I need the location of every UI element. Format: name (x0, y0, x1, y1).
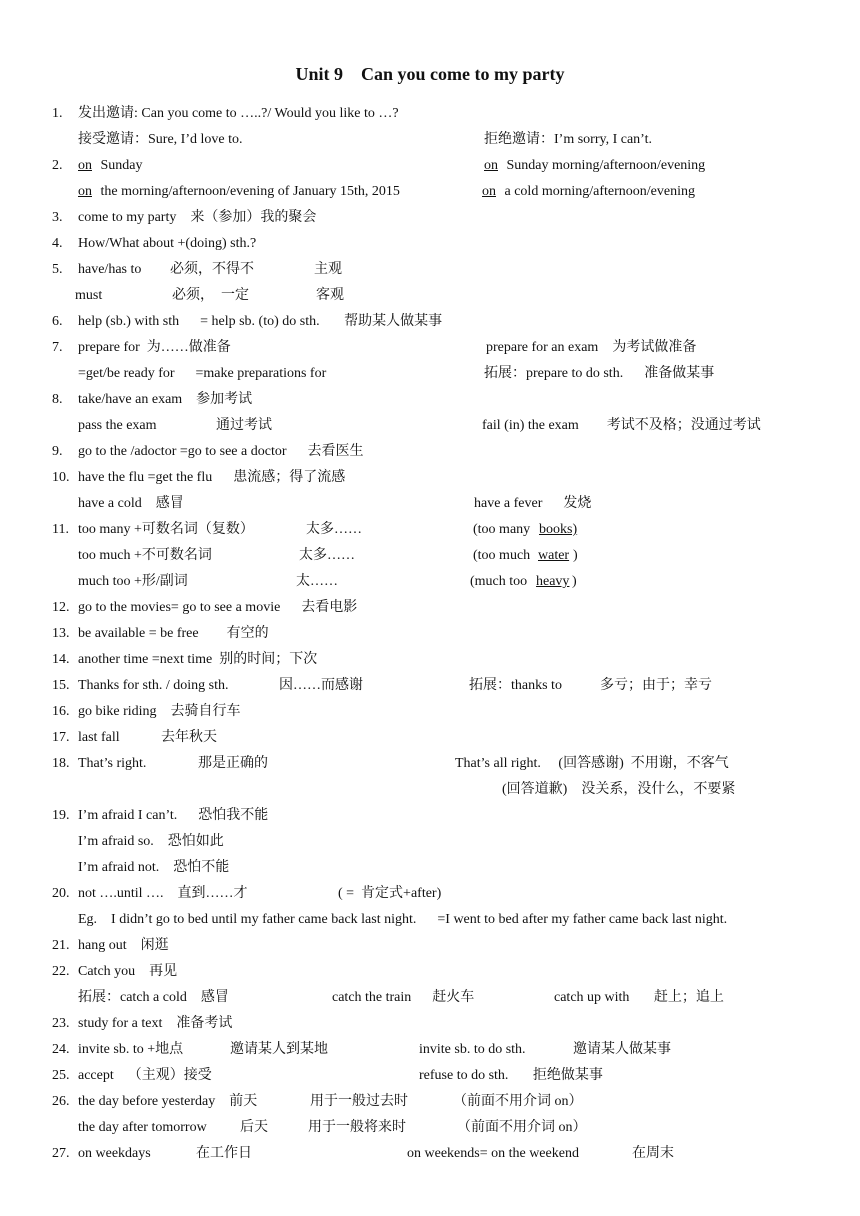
item-number: 19. (52, 808, 70, 823)
note-line (0, 337, 860, 363)
note-line (0, 1039, 860, 1065)
note-line (0, 129, 860, 155)
item-number: 26. (52, 1094, 70, 1109)
page-title: Unit 9 Can you come to my party (295, 64, 565, 84)
item-number: 2. (52, 158, 63, 173)
note-text: Sunday (97, 158, 143, 173)
note-text: 在工作日 (196, 1146, 252, 1161)
note-text: the morning/afternoon/evening of January 15th, 2015 (97, 184, 400, 199)
item-number: 23. (52, 1016, 70, 1031)
note-text: go to the movies= go to see a movie 去看电影 (78, 600, 358, 615)
note-text: too many +可数名词（复数） (78, 522, 254, 537)
note-text: That’s all right. (回答感谢) 不用谢，不客气 (455, 756, 729, 771)
note-text: 去年秋天 (161, 730, 217, 745)
note-text: 主观 (314, 262, 342, 277)
note-line (0, 1013, 860, 1039)
note-text: water (538, 548, 570, 563)
note-text: I’m afraid so. 恐怕如此 (78, 834, 224, 849)
note-line (0, 493, 860, 519)
note-text: (too many (473, 522, 534, 537)
note-text: 通过考试 (216, 418, 272, 433)
note-line (0, 233, 860, 259)
note-line (0, 779, 860, 805)
note-text: Catch you 再见 (78, 964, 178, 979)
note-text: 多亏；由于；幸亏 (600, 678, 712, 693)
note-line (0, 363, 860, 389)
item-number: 10. (52, 470, 70, 485)
item-number: 27. (52, 1146, 70, 1161)
item-number: 13. (52, 626, 70, 641)
note-text: 发出邀请: Can you come to …..?/ Would you like to …? (78, 106, 399, 121)
note-text: (much too (470, 574, 531, 589)
note-line (0, 155, 860, 181)
note-line (0, 415, 860, 441)
note-text: hang out 闲逛 (78, 938, 169, 953)
note-line (0, 441, 860, 467)
note-text: much too +形/副词 (78, 574, 188, 589)
note-text: go to the /adoctor =go to see a doctor 去看医生 (78, 444, 364, 459)
item-number: 14. (52, 652, 70, 667)
note-text: on (78, 184, 92, 199)
note-line (0, 1091, 860, 1117)
note-text: invite sb. to +地点 (78, 1042, 184, 1057)
note-text: I’m afraid I can’t. 恐怕我不能 (78, 808, 269, 823)
note-line (0, 727, 860, 753)
item-number: 24. (52, 1042, 70, 1057)
note-text: have a cold 感冒 (78, 496, 184, 511)
note-line (0, 1143, 860, 1169)
note-text: on (484, 158, 498, 173)
note-text: Thanks for sth. / doing sth. (78, 678, 229, 693)
note-text: 太多…… (306, 522, 362, 537)
note-line (0, 571, 860, 597)
note-text: another time =next time 别的时间；下次 (78, 652, 318, 667)
note-text: =get/be ready for =make preparations for (78, 366, 327, 381)
note-line (0, 1117, 860, 1143)
item-number: 1. (52, 106, 63, 121)
note-text: fail (in) the exam 考试不及格；没通过考试 (482, 418, 761, 433)
item-number: 4. (52, 236, 63, 251)
item-number: 22. (52, 964, 70, 979)
item-number: 21. (52, 938, 70, 953)
note-text: 用于一般过去时 (310, 1094, 408, 1109)
note-text: (回答道歉) 没关系，没什么，不要紧 (502, 782, 736, 797)
note-line (0, 831, 860, 857)
note-text: ) (573, 548, 578, 563)
note-text: 客观 (316, 288, 344, 303)
note-line (0, 181, 860, 207)
note-line (0, 597, 860, 623)
note-line (0, 909, 860, 935)
item-number: 16. (52, 704, 70, 719)
note-text: on (78, 158, 92, 173)
note-text: books) (539, 522, 578, 537)
note-text: help (sb.) with sth = help sb. (to) do sth. 帮助某人做某事 (78, 314, 443, 329)
note-line (0, 883, 860, 909)
item-number: 6. (52, 314, 63, 329)
note-text: 拓展：thanks to (469, 678, 562, 693)
note-text: a cold morning/afternoon/evening (501, 184, 695, 199)
note-text: 必须，不得不 (170, 262, 254, 277)
note-text: （前面不用介词 on） (457, 1120, 587, 1135)
note-text: have/has to (78, 262, 142, 277)
note-line (0, 675, 860, 701)
note-text: catch the train 赶火车 (332, 990, 475, 1005)
note-text: 接受邀请：Sure, I’d love to. (78, 132, 243, 147)
note-text: That’s right. (78, 756, 147, 771)
note-text: must (75, 288, 103, 303)
note-line (0, 753, 860, 779)
note-text: refuse to do sth. 拒绝做某事 (419, 1068, 603, 1083)
note-text: prepare for 为……做准备 (78, 340, 231, 355)
note-text: accept （主观）接受 (78, 1068, 212, 1083)
item-number: 9. (52, 444, 63, 459)
note-text: catch up with 赶上；追上 (554, 990, 724, 1005)
note-line (0, 649, 860, 675)
note-text: 拓展：catch a cold 感冒 (78, 990, 229, 1005)
note-line (0, 103, 860, 129)
item-number: 5. (52, 262, 63, 277)
note-line (0, 259, 860, 285)
item-number: 7. (52, 340, 63, 355)
note-line (0, 935, 860, 961)
note-text: 在周末 (632, 1146, 674, 1161)
note-line (0, 701, 860, 727)
note-text: 邀请某人做某事 (573, 1042, 671, 1057)
note-text: Sunday morning/afternoon/evening (503, 158, 706, 173)
note-text: 太多…… (299, 548, 355, 563)
note-text: 必须， 一定 (172, 288, 249, 303)
note-text: 拒绝邀请：I’m sorry, I can’t. (484, 132, 652, 147)
note-text: not ….until …. 直到……才 (78, 886, 248, 901)
note-line (0, 545, 860, 571)
note-line (0, 311, 860, 337)
note-text: have a fever 发烧 (474, 496, 592, 511)
note-line (0, 805, 860, 831)
item-number: 18. (52, 756, 70, 771)
note-line (0, 1065, 860, 1091)
note-text: ( = 肯定式+after) (338, 886, 442, 901)
note-text: on (482, 184, 496, 199)
note-text: （前面不用介词 on） (453, 1094, 583, 1109)
note-text: invite sb. to do sth. (419, 1042, 526, 1057)
note-text: study for a text 准备考试 (78, 1016, 233, 1031)
note-text: last fall (78, 730, 120, 745)
note-text: prepare for an exam 为考试做准备 (486, 340, 697, 355)
note-text: 拓展：prepare to do sth. 准备做某事 (484, 366, 715, 381)
note-text: heavy (536, 574, 570, 589)
note-text: go bike riding 去骑自行车 (78, 704, 241, 719)
item-number: 11. (52, 522, 69, 537)
note-line (0, 207, 860, 233)
note-text: 那是正确的 (198, 756, 268, 771)
note-text: ) (572, 574, 577, 589)
item-number: 25. (52, 1068, 70, 1083)
note-line (0, 285, 860, 311)
note-text: the day before yesterday 前天 (78, 1094, 258, 1109)
note-text: 邀请某人到某地 (230, 1042, 328, 1057)
note-text: How/What about +(doing) sth.? (78, 236, 257, 251)
item-number: 3. (52, 210, 63, 225)
note-text: I’m afraid not. 恐怕不能 (78, 860, 230, 875)
note-text: be available = be free 有空的 (78, 626, 269, 641)
note-line (0, 519, 860, 545)
note-text: have the flu =get the flu 患流感；得了流感 (78, 470, 346, 485)
item-number: 20. (52, 886, 70, 901)
note-text: 用于一般将来时 (308, 1120, 406, 1135)
item-number: 8. (52, 392, 63, 407)
note-text: Eg. I didn’t go to bed until my father came back last night. =I went to bed after my father came back last night. (78, 912, 728, 927)
note-text: take/have an exam 参加考试 (78, 392, 253, 407)
note-line (0, 389, 860, 415)
note-text: 太…… (296, 574, 338, 589)
item-number: 15. (52, 678, 70, 693)
note-text: on weekdays (78, 1146, 151, 1161)
note-text: (too much (473, 548, 534, 563)
note-text: on weekends= on the weekend (407, 1146, 579, 1161)
note-line (0, 623, 860, 649)
note-text: the day after tomorrow (78, 1120, 207, 1135)
note-text: 因……而感谢 (279, 678, 363, 693)
item-number: 12. (52, 600, 70, 615)
note-line (0, 467, 860, 493)
note-line (0, 987, 860, 1013)
note-text: 后天 (240, 1120, 268, 1135)
note-text: pass the exam (78, 418, 157, 433)
note-text: come to my party 来（参加）我的聚会 (78, 210, 317, 225)
note-line (0, 857, 860, 883)
note-line (0, 961, 860, 987)
note-text: too much +不可数名词 (78, 548, 212, 563)
item-number: 17. (52, 730, 70, 745)
